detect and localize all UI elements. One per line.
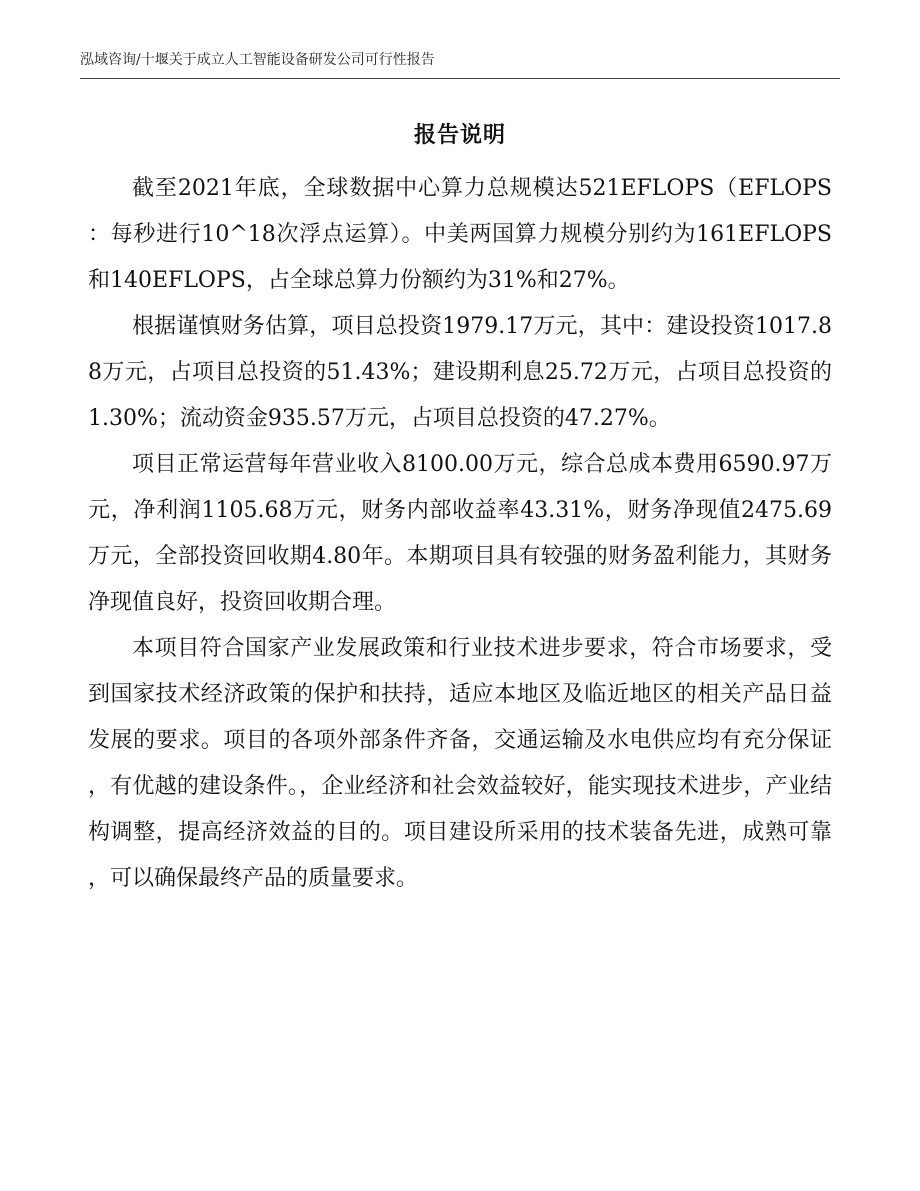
paragraph-computing-scale: 截至2021年底，全球数据中心算力总规模达521EFLOPS（EFLOPS：每秒进行10^18次浮点运算）。中美两国算力规模分别约为161EFLOPS和140EFLOPS，占全球总算力份额约为31%和27%。 <box>88 176 832 293</box>
running-header: 泓域咨询/十堰关于成立人工智能设备研发公司可行性报告 <box>80 52 435 68</box>
paragraph-policy: 本项目符合国家产业发展政策和行业技术进步要求，符合市场要求，受到国家技术经济政策的保护和扶持，适应本地区及临近地区的相关产品日益发展的要求。项目的各项外部条件齐备，交通运输及水电供应均有充分保证，有优越的建设条件。，企业经济和社会效益较好，能实现技术进步，产业结构调整，提高经济效益的目的。项目建设所采用的技术装备先进，成熟可靠，可以确保最终产品的质量要求。 <box>88 636 832 891</box>
paragraph-investment: 根据谨慎财务估算，项目总投资1979.17万元，其中：建设投资1017.88万元，占项目总投资的51.43%；建设期利息25.72万元，占项目总投资的1.30%；流动资金935.57万元，占项目总投资的47.27%。 <box>88 314 832 431</box>
paragraph-revenue: 项目正常运营每年营业收入8100.00万元，综合总成本费用6590.97万元，净利润1105.68万元，财务内部收益率43.31%，财务净现值2475.69万元，全部投资回收期4.80年。本期项目具有较强的财务盈利能力，其财务净现值良好，投资回收期合理。 <box>88 452 832 615</box>
report-body <box>88 166 832 902</box>
section-title: 报告说明 <box>413 123 506 148</box>
header-divider <box>80 78 840 79</box>
